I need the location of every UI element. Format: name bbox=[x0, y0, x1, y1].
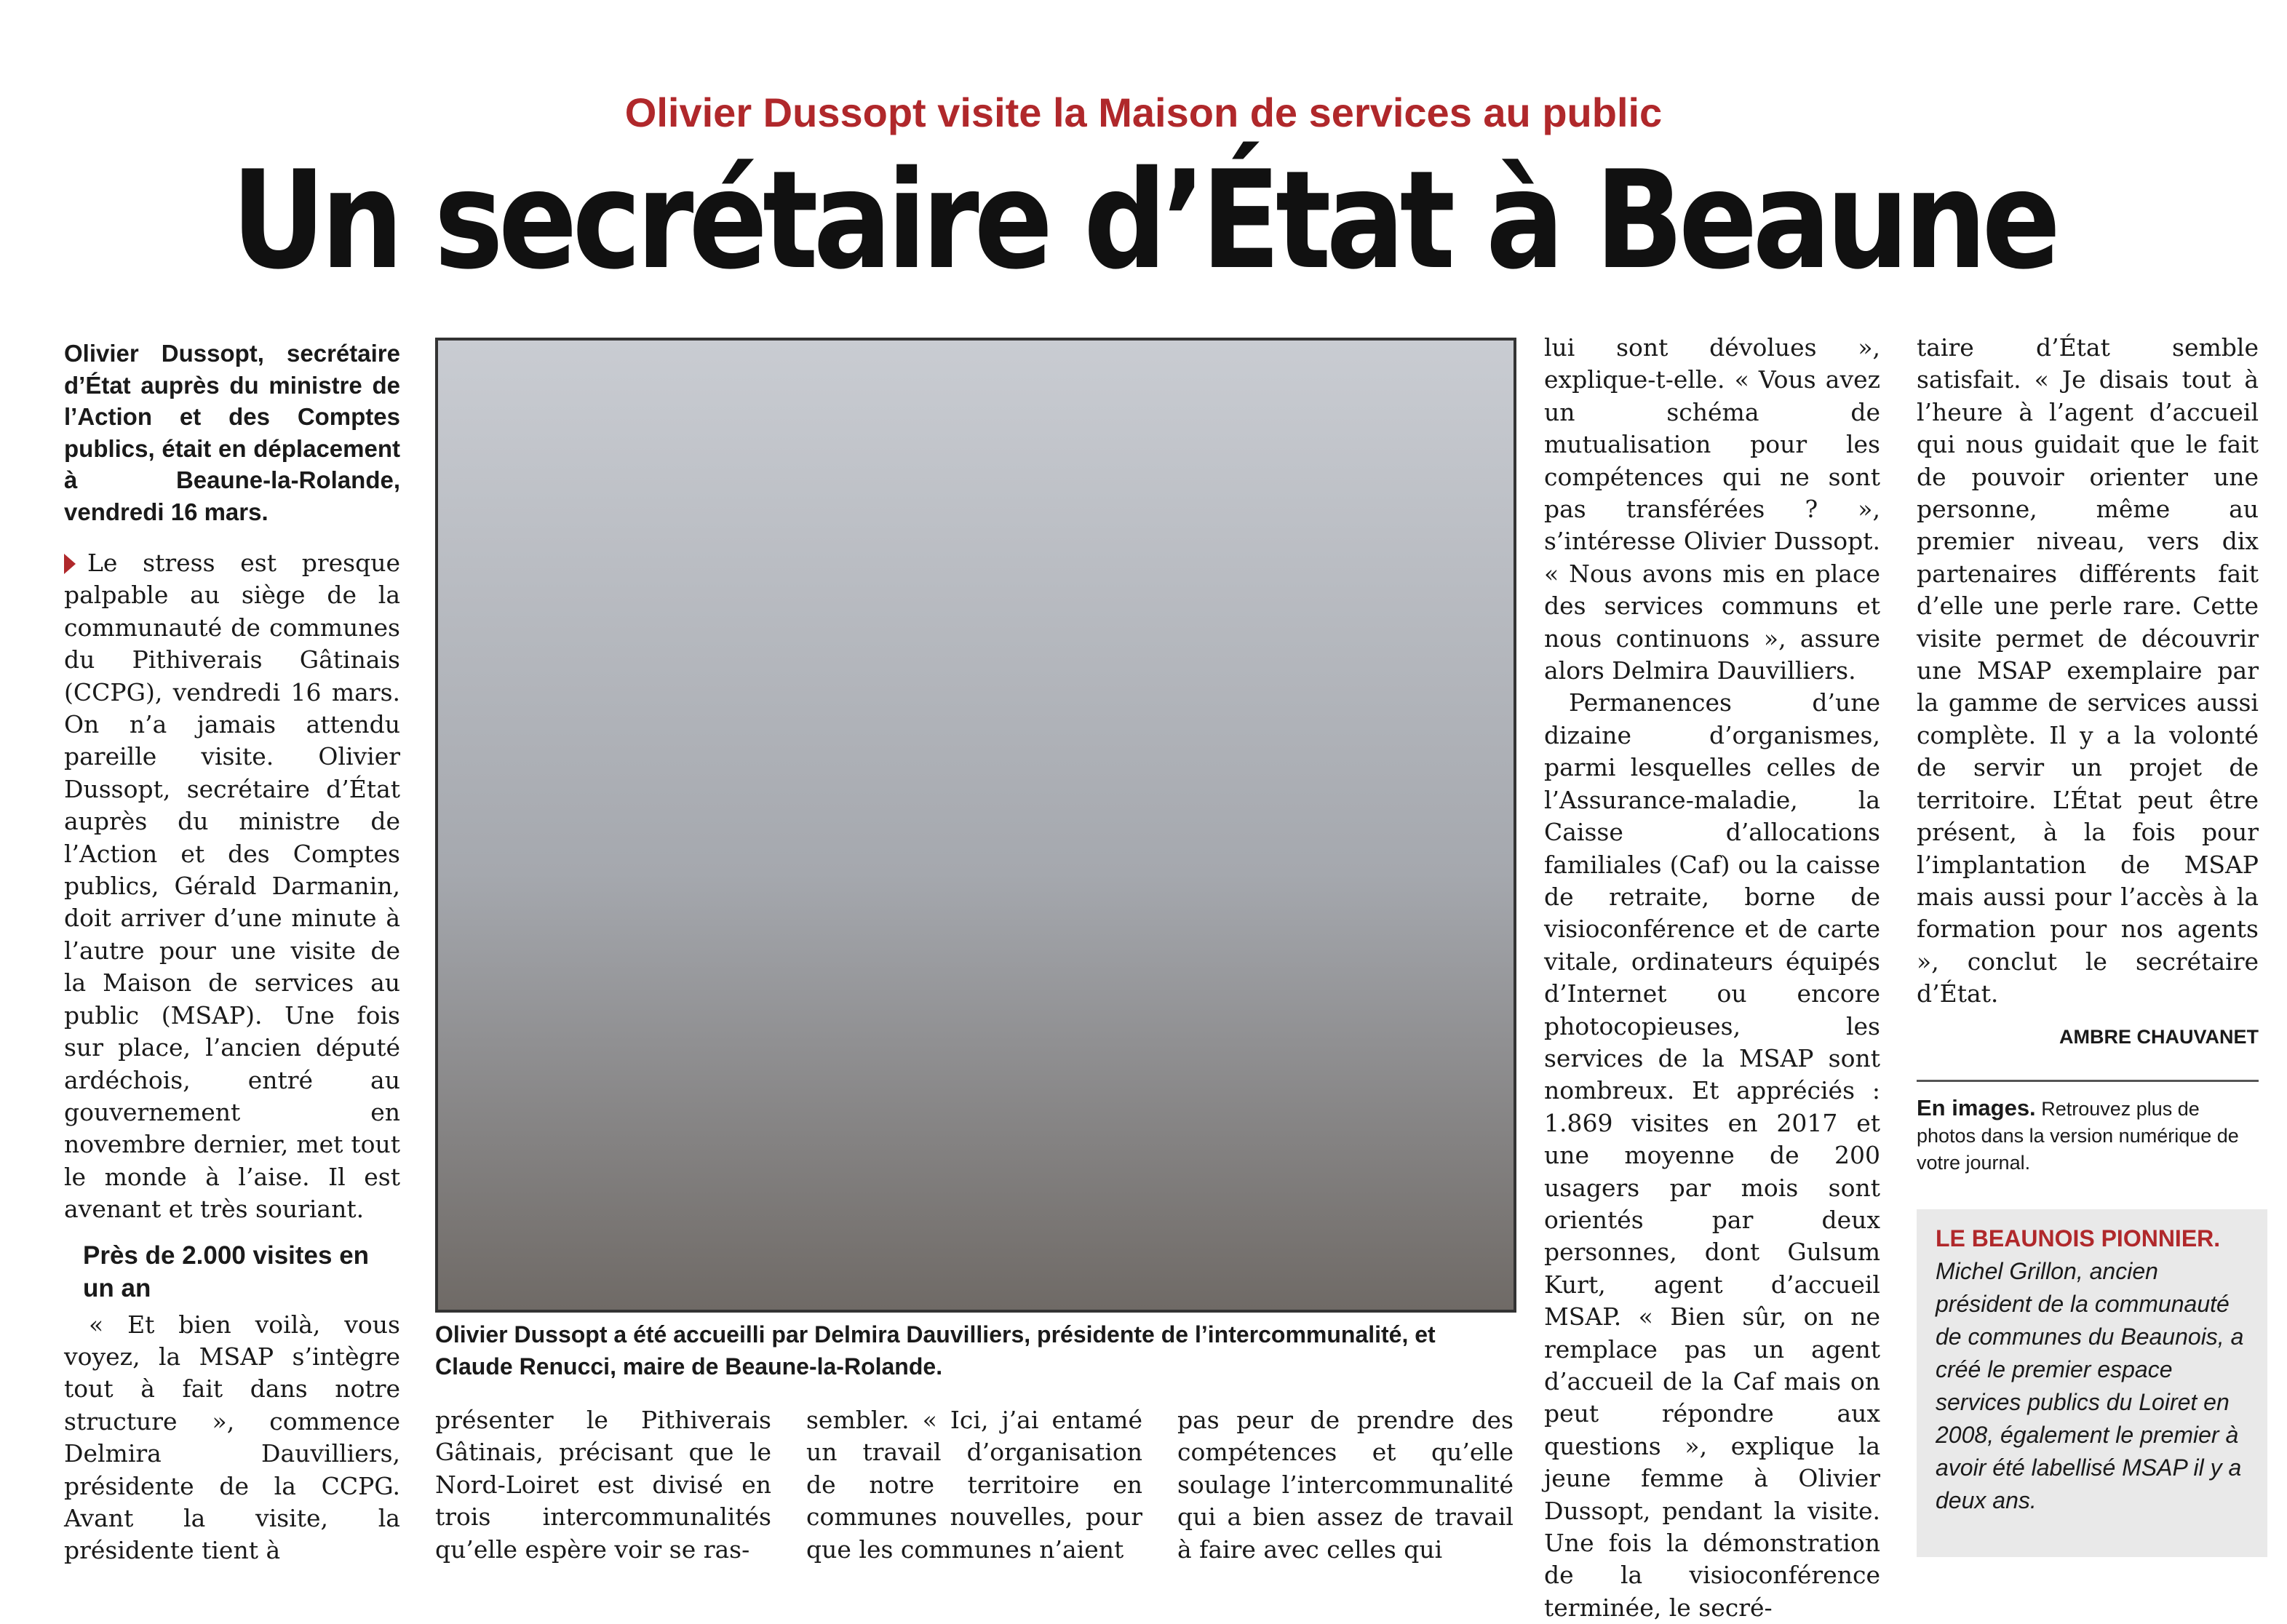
kicker: Olivier Dussopt visite la Maison de services au public bbox=[624, 89, 1663, 135]
en-images-title: En images. bbox=[1917, 1095, 2036, 1121]
column-1 bbox=[64, 547, 400, 1567]
headline: Un secrétaire d’État à Beaune bbox=[231, 141, 2056, 299]
subheading: Près de 2.000 visites en un an bbox=[83, 1241, 370, 1302]
paragraph-marker-icon bbox=[64, 554, 76, 574]
column-2: présenter le Pithiverais Gâtinais, précisant que le Nord-Loiret est divisé en trois intercommunalités qu’elle espère voir se ras- bbox=[435, 1406, 771, 1564]
col1-paragraph-2: « Et bien voilà, vous voyez, la MSAP s’intègre tout à fait dans notre structure », commence Delmira Dauvilliers, présidente de la CCPG. Avant la visite, la présidente tient à bbox=[64, 1310, 400, 1565]
divider-rule bbox=[1917, 1080, 2259, 1082]
sidebar-box bbox=[1917, 1209, 2267, 1557]
column-4: pas peur de prendre des compétences et qu’elle soulage l’intercommunalité qui a bien assez de travail à faire avec celles qui bbox=[1177, 1406, 1514, 1564]
sidebar-title: LE BEAUNOIS PIONNIER. bbox=[1936, 1225, 2221, 1251]
author-signature: AMBRE CHAUVANET bbox=[2059, 1025, 2259, 1048]
en-images-note bbox=[1917, 1094, 2259, 1177]
column-3: sembler. « Ici, j’ai entamé un travail d’organisation de notre territoire en communes nouvelles, pour que les communes n’aient bbox=[806, 1406, 1142, 1564]
col1-paragraph-1: Le stress est presque palpable au siège de la communauté de communes du Pithiverais Gâtinais (CCPG), vendredi 16 mars. On n’a jamais attendu pareille visite. Olivier Dussopt, secrétaire d’État auprès du ministre de l’Action et des Comptes publics, Gérald Darmanin, doit arriver d’une minute à l’autre pour une visite de la Maison de services au public (MSAP). Une fois sur place, l’ancien député ardéchois, entré au gouvernement en novembre dernier, met tout le monde à l’aise. Il est avenant et très souriant. bbox=[64, 549, 400, 1224]
en-images-text: Retrouvez plus de photos dans la version numérique de votre journal. bbox=[1917, 1098, 2239, 1174]
column-6: taire d’État semble satisfait. « Je disais tout à l’heure à l’agent d’accueil qui nous guidait que le fait de pouvoir orienter une personne, même au premier niveau, vers dix partenaires différents fait d’elle une perle rare. Cette visite permet de découvrir une MSAP exemplaire par la gamme de services aussi complète. Il y a la volonté de servir un projet de territoire. L’État peut être présent, à la fois pour l’implantation de MSAP mais aussi pour l’accès à la formation pour nos agents », conclut le secrétaire d’État. AMBRE CHAUVANET bbox=[1917, 332, 2259, 1053]
sidebar-text: Michel Grillon, ancien président de la communauté de communes du Beaunois, a créé le premier espace services publics du Loiret en 2008, également le premier à avoir été labellisé MSAP il y a deux ans. bbox=[1936, 1258, 2244, 1513]
article-photo bbox=[435, 338, 1516, 1313]
column-5: lui sont dévolues », explique-t-elle. « Vous avez un schéma de mutualisation pour les compétences qui ne sont pas transférées ? », s’intéresse Olivier Dussopt. « Nous avons mis en place des services communs et nous continuons », assure alors Delmira Dauvilliers. Permanences d’une dizaine d’organismes, parmi lesquelles celles de l’Assurance-maladie, la Caisse d’allocations familiales (Caf) ou la caisse de retraite, borne de visioconférence et de carte vitale, ordinateurs équipés d’Internet ou encore photocopieuses, les services de la MSAP sont nombreux. Et appréciés : 1.869 visites en 2017 et une moyenne de 200 usagers par mois sont orientés par deux personnes, dont Gulsum Kurt, agent d’accueil MSAP. « Bien sûr, on ne remplace pas un agent d’accueil de la Caf mais on peut répondre aux questions », explique la jeune femme à Olivier Dussopt, pendant la visite. Une fois la démonstration de la visioconférence terminée, le secré- bbox=[1544, 333, 1880, 1622]
lead-paragraph: Olivier Dussopt, secrétaire d’État auprès du ministre de l’Action et des Comptes publics, était en déplacement à Beaune-la-Rolande, vendredi 16 mars. bbox=[64, 340, 400, 525]
photo-caption: Olivier Dussopt a été accueilli par Delmira Dauvilliers, présidente de l’intercommunalité, et Claude Renucci, maire de Beaune-la-Rolande. bbox=[435, 1321, 1436, 1380]
